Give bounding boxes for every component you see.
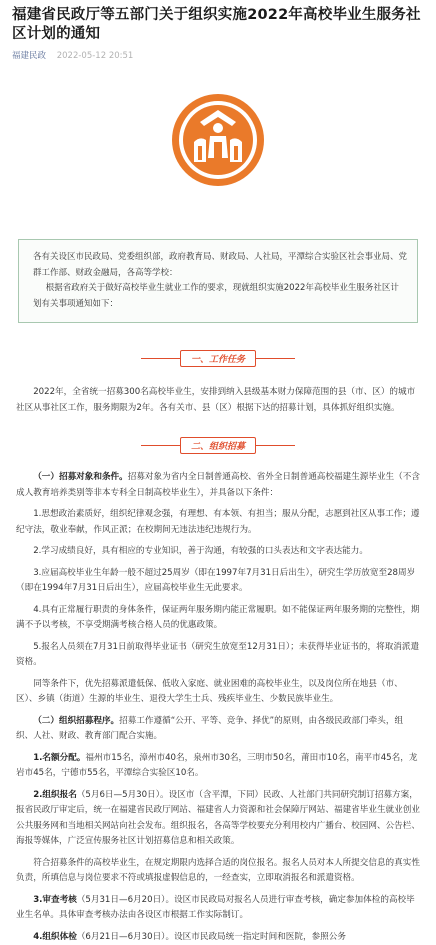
- heading-divider: [255, 358, 295, 359]
- paragraph-text: （5月6日—5月30日）。设区市（含平潭，下同）民政、人社部门共同研究制订招募方案，报省民政厅审定后，统一在福建省民政厅网站、福建省人力资源和社会保障厅网站、福建省毕业生就业创业公共服务网和当地相关网站向社会发布。组织报名，各高等学校要充分利用校内广播台、校园网、公告栏、海报等媒体，广泛宣传服务社区计划招募信息和相关政策。: [16, 790, 420, 847]
- paragraph-heading: （一）招募对象和条件。: [33, 472, 128, 482]
- paragraph: [0, 751, 436, 782]
- paragraph-heading: 1.名额分配。: [33, 753, 85, 763]
- paragraph: 4.具有正常履行职责的身体条件，保证两年服务期内能正常履职。如不能保证两年服务期的完整性，期满不予以考核，不享受期满考核合格人员的优惠政策。: [0, 603, 436, 634]
- paragraph: [0, 893, 436, 924]
- section-title: 一、工作任务: [180, 350, 256, 367]
- paragraph: 1.思想政治素质好，组织纪律观念强，有理想、有本领、有担当；服从分配，志愿到社区从事工作；遵纪守法，敬业奉献，作风正派；在校期间无违法违纪违规行为。: [0, 507, 436, 538]
- heading-divider: [255, 445, 295, 446]
- paragraph: [0, 714, 436, 745]
- paragraph: 同等条件下，优先招募派遣低保、低收入家庭、就业困难的高校毕业生，以及岗位所在地县（市、区）、乡镇（街道）生源的毕业生、退役大学生士兵、残疾毕业生、少数民族毕业生。: [0, 677, 436, 708]
- paragraph: 2.学习成绩良好，具有相应的专业知识，善于沟通，有较强的口头表达和文字表达能力。: [0, 544, 436, 560]
- source-link[interactable]: 福建民政: [12, 51, 46, 61]
- section-heading-1: [0, 349, 436, 367]
- paragraph: 符合招募条件的高校毕业生，在规定期限内选择合适的岗位报名。报名人员对本人所提交信息的真实性负责，所填信息与岗位要求不符或填报虚假信息的，一经查实，立即取消报名和派遣资格。: [0, 856, 436, 887]
- article-title: 福建省民政厅等五部门关于组织实施2022年高校毕业生服务社区计划的通知: [0, 0, 436, 44]
- paragraph-text: （6月21日—6月30日）。设区市民政局统一指定时间和医院，参照公务: [77, 932, 346, 942]
- section-title: 二、组织招募: [180, 437, 256, 454]
- paragraph-text: 招募工作遵循“公开、平等、竞争、择优”的原则，由各级民政部门牵头，组织、人社、财政、教育部门配合实施。: [16, 716, 403, 742]
- heading-divider: [141, 445, 181, 446]
- paragraph-heading: （二）组织招募程序。: [33, 716, 119, 726]
- paragraph: [0, 788, 436, 850]
- heading-divider: [141, 358, 181, 359]
- notice-intro: 根据省政府关于做好高校毕业生就业工作的要求，现就组织实施2022年高校毕业生服务社区计划有关事项通知如下：: [33, 281, 407, 312]
- notice-box: [18, 239, 418, 323]
- paragraph: 3.应届高校毕业生年龄一般不超过25周岁（即在1997年7月31日后出生），研究生学历放宽至28周岁（即在1994年7月31日后出生），应届高校毕业生无此要求。: [0, 566, 436, 597]
- paragraph: 2022年，全省统一招募300名高校毕业生，安排到纳入县级基本财力保障范围的县（市、区）的城市社区从事社区工作，服务期限为2年。各有关市、县（区）根据下达的招募计划，具体抓好组织实施。: [0, 385, 436, 416]
- emblem-area: [0, 64, 436, 239]
- paragraph-heading: 3.审查考核: [33, 895, 77, 905]
- paragraph: [0, 470, 436, 501]
- publish-time: 2022-05-12 20:51: [57, 51, 134, 61]
- notice-recipients: 各有关设区市民政局、党委组织部，政府教育局、财政局、人社局，平潭综合实验区社会事业局、党群工作部、财政金融局，各高等学校：: [33, 250, 407, 281]
- paragraph-heading: 2.组织报名: [33, 790, 77, 800]
- paragraph-text: 招募对象为省内全日制普通高校、省外全日制普通高校福建生源毕业生（不含成人教育培养类别等非本专科全日制高校毕业生），并具备以下条件：: [16, 472, 420, 498]
- paragraph: [0, 930, 436, 945]
- paragraph: 5.报名人员须在7月31日前取得毕业证书（研究生放宽至12月31日）；未获得毕业证书的，将取消派遣资格。: [0, 640, 436, 671]
- paragraph-text: 福州市15名，漳州市40名，泉州市30名，三明市50名，莆田市10名，南平市45名，龙岩市45名，宁德市55名，平潭综合实验区10名。: [16, 753, 417, 779]
- paragraph-text: （5月31日—6月20日）。设区市民政局对报名人员进行审查考核，确定参加体检的高校毕业生名单。具体审查考核办法由各设区市根据工作实际制订。: [16, 895, 415, 921]
- section-heading-2: [0, 436, 436, 454]
- civil-affairs-logo-icon: [170, 92, 266, 188]
- article-meta: [0, 44, 436, 64]
- paragraph-heading: 4.组织体检: [33, 932, 77, 942]
